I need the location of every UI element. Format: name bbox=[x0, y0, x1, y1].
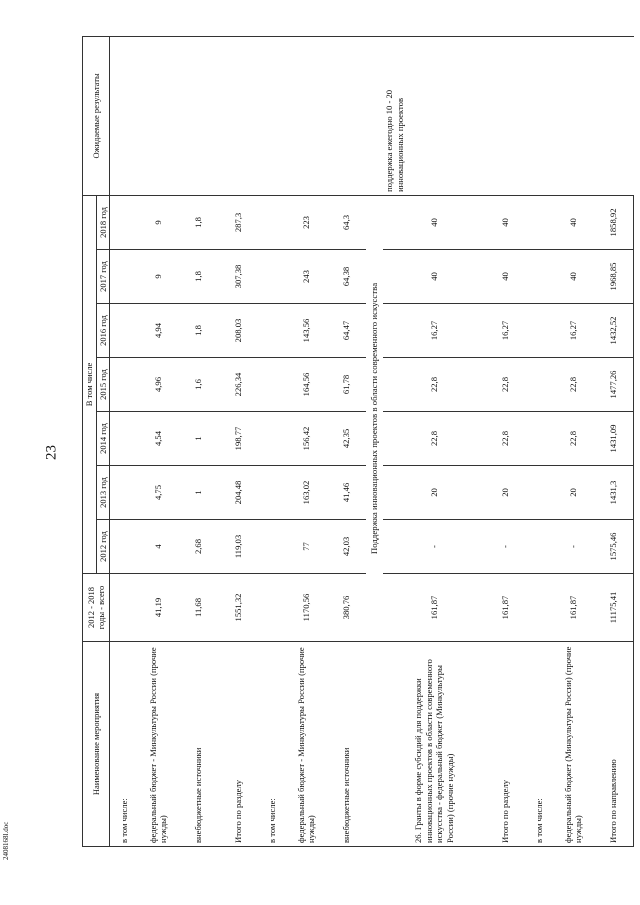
row-label: внебюджетные источники bbox=[326, 642, 366, 847]
row-value: 42,03 bbox=[326, 520, 366, 574]
row-value: 22,8 bbox=[485, 412, 525, 466]
row-total: 161,87 bbox=[485, 574, 525, 642]
row-value: 1575,46 bbox=[593, 520, 634, 574]
row-value: 1 bbox=[178, 466, 218, 520]
table-row bbox=[218, 36, 258, 846]
row-total: 161,87 bbox=[383, 574, 485, 642]
row-value: 164,56 bbox=[286, 358, 326, 412]
row-value: 64,38 bbox=[326, 250, 366, 304]
row-value: 40 bbox=[485, 250, 525, 304]
row-value bbox=[258, 412, 286, 466]
row-value: 22,8 bbox=[553, 358, 593, 412]
row-value bbox=[258, 250, 286, 304]
row-value bbox=[110, 412, 139, 466]
row-value: 16,27 bbox=[485, 304, 525, 358]
row-value bbox=[110, 358, 139, 412]
row-value: 243 bbox=[286, 250, 326, 304]
row-value: 156,42 bbox=[286, 412, 326, 466]
table-row bbox=[383, 36, 485, 846]
footer-filename: 2408168l.doc bbox=[2, 821, 10, 860]
row-total: 161,87 bbox=[553, 574, 593, 642]
header-year: 2015 год bbox=[96, 358, 110, 412]
row-value: 20 bbox=[553, 466, 593, 520]
header-name: Наименование мероприятия bbox=[83, 642, 110, 847]
table-row bbox=[258, 36, 286, 846]
row-value: 64,3 bbox=[326, 195, 366, 249]
row-value: 40 bbox=[553, 250, 593, 304]
row-value bbox=[525, 466, 553, 520]
row-value: 20 bbox=[383, 466, 485, 520]
expected-result: поддержка ежегодно 10 - 20 инновационных проектов bbox=[383, 36, 634, 195]
row-value: 163,02 bbox=[286, 466, 326, 520]
row-total: 11175,41 bbox=[593, 574, 634, 642]
header-total-line2: годы - всего bbox=[96, 585, 107, 630]
row-value: 143,56 bbox=[286, 304, 326, 358]
row-label: федеральный бюджет - Минкультуры России (прочие нужды) bbox=[286, 642, 326, 847]
row-value: 41,46 bbox=[326, 466, 366, 520]
header-expected: Ожидаемые результаты bbox=[83, 36, 110, 195]
row-total bbox=[258, 574, 286, 642]
row-value: 9 bbox=[138, 250, 178, 304]
row-value: 16,27 bbox=[383, 304, 485, 358]
row-value: 307,38 bbox=[218, 250, 258, 304]
header-year: 2013 год bbox=[96, 466, 110, 520]
row-total: 1170,56 bbox=[286, 574, 326, 642]
row-value: 40 bbox=[553, 195, 593, 249]
expected-empty bbox=[286, 36, 326, 195]
row-value: 1 bbox=[178, 412, 218, 466]
row-value: 1,6 bbox=[178, 358, 218, 412]
row-value: 4,96 bbox=[138, 358, 178, 412]
row-label: в том числе: bbox=[110, 642, 139, 847]
row-value bbox=[525, 195, 553, 249]
budget-table bbox=[82, 36, 634, 847]
header-year: 2018 год bbox=[96, 195, 110, 249]
row-total bbox=[525, 574, 553, 642]
header-year: 2012 год bbox=[96, 520, 110, 574]
row-value: 1477,26 bbox=[593, 358, 634, 412]
expected-empty bbox=[218, 36, 258, 195]
row-label: Итого по разделу bbox=[218, 642, 258, 847]
row-value: 22,8 bbox=[383, 358, 485, 412]
row-value bbox=[110, 304, 139, 358]
header-year: 2014 год bbox=[96, 412, 110, 466]
row-value: 1431,3 bbox=[593, 466, 634, 520]
row-value bbox=[525, 358, 553, 412]
header-total-line1: 2012 - 2018 bbox=[85, 586, 96, 629]
row-value bbox=[110, 195, 139, 249]
row-value bbox=[525, 304, 553, 358]
row-label: в том числе: bbox=[525, 642, 553, 847]
row-value: 9 bbox=[138, 195, 178, 249]
row-value: - bbox=[553, 520, 593, 574]
row-value: 61,78 bbox=[326, 358, 366, 412]
row-value: 4,75 bbox=[138, 466, 178, 520]
table-row bbox=[286, 36, 326, 846]
row-value bbox=[258, 520, 286, 574]
row-value: 1,8 bbox=[178, 250, 218, 304]
row-value: 119,03 bbox=[218, 520, 258, 574]
header-year: 2017 год bbox=[96, 250, 110, 304]
row-label: Итого по разделу bbox=[485, 642, 525, 847]
row-value: 1431,09 bbox=[593, 412, 634, 466]
row-value: 2,68 bbox=[178, 520, 218, 574]
row-value: 20 bbox=[485, 466, 525, 520]
row-value: 4,94 bbox=[138, 304, 178, 358]
row-value: 22,8 bbox=[383, 412, 485, 466]
table-body bbox=[110, 36, 634, 846]
row-value bbox=[258, 304, 286, 358]
table-row bbox=[178, 36, 218, 846]
section-row bbox=[366, 36, 383, 846]
row-value: 4 bbox=[138, 520, 178, 574]
table-row bbox=[326, 36, 366, 846]
row-value: 1968,85 bbox=[593, 250, 634, 304]
row-value: 226,34 bbox=[218, 358, 258, 412]
row-value: 208,03 bbox=[218, 304, 258, 358]
row-value bbox=[258, 466, 286, 520]
row-value: 223 bbox=[286, 195, 326, 249]
row-total: 41,19 bbox=[138, 574, 178, 642]
row-label: в том числе: bbox=[258, 642, 286, 847]
table-row bbox=[138, 36, 178, 846]
expected-empty bbox=[178, 36, 218, 195]
row-value bbox=[525, 250, 553, 304]
expected-empty bbox=[258, 36, 286, 195]
row-value: 1,8 bbox=[178, 304, 218, 358]
row-value: 1432,52 bbox=[593, 304, 634, 358]
row-total: 1551,32 bbox=[218, 574, 258, 642]
row-value bbox=[525, 520, 553, 574]
row-value: 40 bbox=[383, 250, 485, 304]
row-value: 40 bbox=[485, 195, 525, 249]
row-value: 1,8 bbox=[178, 195, 218, 249]
expected-empty bbox=[326, 36, 366, 195]
row-label: федеральный бюджет - Минкультуры России (прочие нужды) bbox=[138, 642, 178, 847]
row-value: 287,3 bbox=[218, 195, 258, 249]
section-heading: Поддержка инновационных проектов в области современного искусства bbox=[366, 195, 383, 641]
table-row bbox=[110, 36, 139, 846]
row-total: 380,76 bbox=[326, 574, 366, 642]
row-label: 26. Гранты в форме субсидий для поддержки инновационных проектов в области современного искусства - федеральный бюджет (Минкультуры России) (прочие нужды) bbox=[383, 642, 485, 847]
row-value: 77 bbox=[286, 520, 326, 574]
row-label: федеральный бюджет (Минкультуры России) (прочие нужды) bbox=[553, 642, 593, 847]
header-incl: В том числе bbox=[83, 195, 97, 573]
row-value: 40 bbox=[383, 195, 485, 249]
expected-empty bbox=[110, 36, 139, 195]
row-label: Итого по направлению bbox=[593, 642, 634, 847]
row-value: - bbox=[383, 520, 485, 574]
row-value: 42,35 bbox=[326, 412, 366, 466]
row-value bbox=[110, 250, 139, 304]
expected-empty bbox=[138, 36, 178, 195]
header-year: 2016 год bbox=[96, 304, 110, 358]
row-value: - bbox=[485, 520, 525, 574]
row-value: 22,8 bbox=[485, 358, 525, 412]
row-value: 16,27 bbox=[553, 304, 593, 358]
row-label: внебюджетные источники bbox=[178, 642, 218, 847]
row-value bbox=[525, 412, 553, 466]
header-total bbox=[83, 574, 110, 642]
row-value bbox=[258, 358, 286, 412]
row-value: 1858,92 bbox=[593, 195, 634, 249]
rotated-table-wrapper bbox=[82, 37, 627, 847]
row-value bbox=[258, 195, 286, 249]
row-total: 11,68 bbox=[178, 574, 218, 642]
page-number: 23 bbox=[43, 445, 60, 460]
row-value: 4,54 bbox=[138, 412, 178, 466]
row-value: 204,48 bbox=[218, 466, 258, 520]
row-value bbox=[110, 466, 139, 520]
row-value: 198,77 bbox=[218, 412, 258, 466]
row-value: 64,47 bbox=[326, 304, 366, 358]
row-value bbox=[110, 520, 139, 574]
row-total bbox=[110, 574, 139, 642]
row-value: 22,8 bbox=[553, 412, 593, 466]
